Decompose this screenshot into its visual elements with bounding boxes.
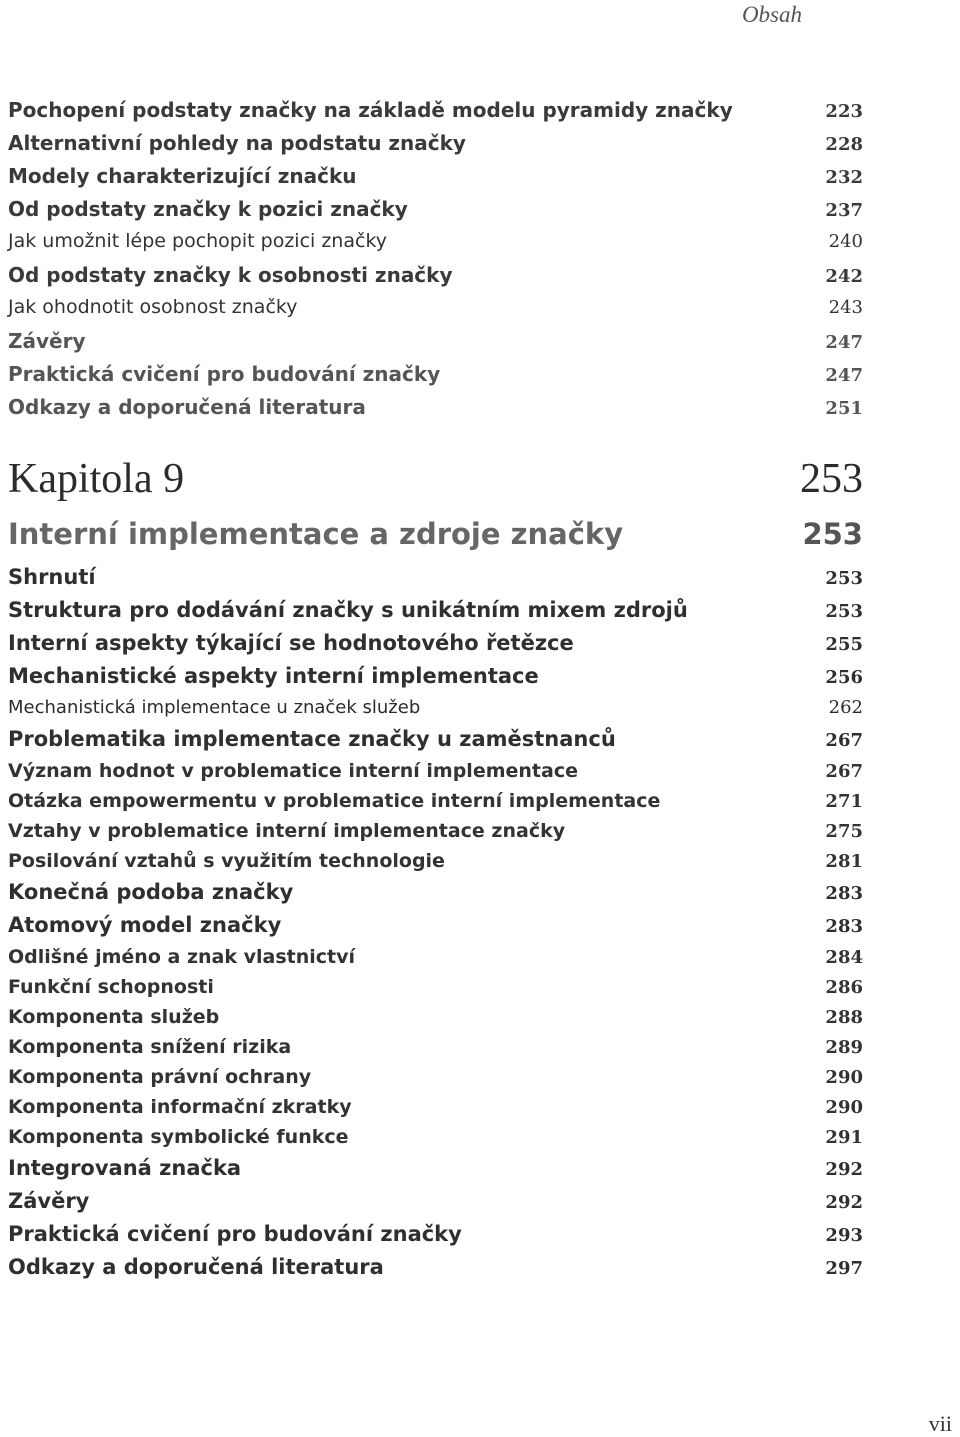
toc-entry-page: 242 <box>825 266 863 287</box>
toc-entry[interactable] <box>8 631 863 664</box>
toc-entry-page: 271 <box>825 791 863 812</box>
toc-entry-title: Komponenta symbolické funkce <box>8 1126 349 1148</box>
chapter-title-row[interactable] <box>8 517 863 557</box>
toc-entry[interactable] <box>8 98 863 131</box>
toc-entry-title: Komponenta právní ochrany <box>8 1066 312 1088</box>
toc-entry-page: 267 <box>825 761 863 782</box>
toc-entry-page: 283 <box>825 883 863 904</box>
toc-entry[interactable] <box>8 1255 863 1288</box>
chapter-title: Interní implementace a zdroje značky <box>8 517 624 551</box>
toc-entry[interactable] <box>8 820 863 850</box>
toc-entry-title: Závěry <box>8 329 86 353</box>
chapter-title-page: 253 <box>802 517 863 551</box>
toc-entry-page: 286 <box>825 977 863 998</box>
toc-entry[interactable] <box>8 230 863 263</box>
toc-entry-title: Jak ohodnotit osobnost značky <box>8 296 298 318</box>
toc-entry-page: 247 <box>825 332 863 353</box>
running-header: Obsah <box>741 2 802 27</box>
chapter-label: Kapitola 9 <box>8 456 185 502</box>
toc-entry-page: 262 <box>828 697 863 718</box>
toc-entry[interactable] <box>8 1006 863 1036</box>
toc-entry-title: Modely charakterizující značku <box>8 164 357 188</box>
toc-entry-title: Význam hodnot v problematice interní implementace <box>8 760 578 782</box>
toc-entry-page: 289 <box>825 1037 863 1058</box>
toc-entry[interactable] <box>8 790 863 820</box>
toc-entry[interactable] <box>8 1096 863 1126</box>
toc-entry-title: Komponenta služeb <box>8 1006 220 1028</box>
toc-entry[interactable] <box>8 946 863 976</box>
toc-entry-page: 253 <box>825 601 863 622</box>
toc-entry-page: 223 <box>825 101 863 122</box>
toc-entry-title: Jak umožnit lépe pochopit pozici značky <box>8 230 388 252</box>
toc-entry[interactable] <box>8 164 863 197</box>
toc-entry-title: Problematika implementace značky u zaměstnanců <box>8 727 616 751</box>
toc-entry[interactable] <box>8 565 863 598</box>
toc-entry-title: Od podstaty značky k pozici značky <box>8 197 408 221</box>
toc-entry[interactable] <box>8 664 863 697</box>
page-number: vii <box>928 1411 952 1436</box>
chapter-row[interactable] <box>8 455 863 517</box>
toc-entry-page: 267 <box>825 730 863 751</box>
toc-entry[interactable] <box>8 296 863 329</box>
toc-entry-page: 290 <box>825 1097 863 1118</box>
toc-entry[interactable] <box>8 697 863 727</box>
toc-entry[interactable] <box>8 1126 863 1156</box>
toc-entry-title: Odlišné jméno a znak vlastnictví <box>8 946 355 968</box>
toc-entry[interactable] <box>8 976 863 1006</box>
toc-entry[interactable] <box>8 598 863 631</box>
toc-entry-title: Interní aspekty týkající se hodnotového řetězce <box>8 631 574 655</box>
toc-entry-title: Mechanistické aspekty interní implementace <box>8 664 539 688</box>
toc-entry[interactable] <box>8 1156 863 1189</box>
toc-entry-title: Integrovaná značka <box>8 1156 242 1180</box>
toc-entry[interactable] <box>8 197 863 230</box>
toc-entry[interactable] <box>8 395 863 428</box>
toc-entry-page: 253 <box>825 568 863 589</box>
toc-entry-title: Odkazy a doporučená literatura <box>8 395 366 419</box>
toc-entry-page: 297 <box>825 1258 863 1279</box>
toc-entry-page: 292 <box>825 1159 863 1180</box>
toc-entry-title: Atomový model značky <box>8 913 282 937</box>
toc-entry-title: Komponenta snížení rizika <box>8 1036 292 1058</box>
toc-entry-page: 228 <box>825 134 863 155</box>
toc-entry-page: 243 <box>828 297 863 318</box>
toc-entry-page: 240 <box>828 231 863 252</box>
toc-entry[interactable] <box>8 880 863 913</box>
toc-entry-title: Vztahy v problematice interní implementace značky <box>8 820 566 842</box>
toc-entry[interactable] <box>8 263 863 296</box>
toc-entry-title: Mechanistická implementace u značek služeb <box>8 697 421 718</box>
toc-entry-page: 247 <box>825 365 863 386</box>
toc-entry-page: 284 <box>825 947 863 968</box>
toc-entry[interactable] <box>8 727 863 760</box>
toc-entry-page: 292 <box>825 1192 863 1213</box>
toc-entry[interactable] <box>8 1222 863 1255</box>
toc-entry-page: 251 <box>825 398 863 419</box>
toc-entry-page: 255 <box>825 634 863 655</box>
toc-entry-page: 256 <box>825 667 863 688</box>
toc-top-section <box>8 98 863 428</box>
toc-entry-title: Konečná podoba značky <box>8 880 294 904</box>
chapter-page: 253 <box>800 456 863 502</box>
toc-entry-title: Pochopení podstaty značky na základě modelu pyramidy značky <box>8 98 733 122</box>
toc-entry-title: Komponenta informační zkratky <box>8 1096 352 1118</box>
toc-entry[interactable] <box>8 1066 863 1096</box>
toc-entry-title: Shrnutí <box>8 565 96 589</box>
toc-entry-page: 293 <box>825 1225 863 1246</box>
toc-entry-page: 291 <box>825 1127 863 1148</box>
toc-chapter-entries <box>8 565 863 1288</box>
toc-entry[interactable] <box>8 1189 863 1222</box>
toc-entry-title: Otázka empowermentu v problematice interní implementace <box>8 790 661 812</box>
toc-entry-title: Alternativní pohledy na podstatu značky <box>8 131 466 155</box>
toc-entry-title: Praktická cvičení pro budování značky <box>8 362 441 386</box>
toc-entry[interactable] <box>8 850 863 880</box>
toc-entry[interactable] <box>8 913 863 946</box>
toc-entry[interactable] <box>8 131 863 164</box>
chapter-heading <box>8 455 863 557</box>
toc-entry-page: 275 <box>825 821 863 842</box>
toc-entry-title: Posilování vztahů s využitím technologie <box>8 850 445 872</box>
toc-entry-title: Odkazy a doporučená literatura <box>8 1255 384 1279</box>
toc-entry-page: 288 <box>825 1007 863 1028</box>
toc-entry-page: 237 <box>825 200 863 221</box>
toc-entry-page: 283 <box>825 916 863 937</box>
toc-entry-title: Struktura pro dodávání značky s unikátním mixem zdrojů <box>8 598 688 622</box>
toc-entry[interactable] <box>8 760 863 790</box>
toc-entry-page: 232 <box>825 167 863 188</box>
toc-entry-page: 290 <box>825 1067 863 1088</box>
toc-entry-title: Funkční schopnosti <box>8 976 214 998</box>
toc-entry-page: 281 <box>825 851 863 872</box>
toc-entry-title: Praktická cvičení pro budování značky <box>8 1222 462 1246</box>
toc-entry[interactable] <box>8 362 863 395</box>
toc-entry[interactable] <box>8 329 863 362</box>
toc-entry-title: Závěry <box>8 1189 90 1213</box>
toc-entry[interactable] <box>8 1036 863 1066</box>
toc-entry-title: Od podstaty značky k osobnosti značky <box>8 263 453 287</box>
